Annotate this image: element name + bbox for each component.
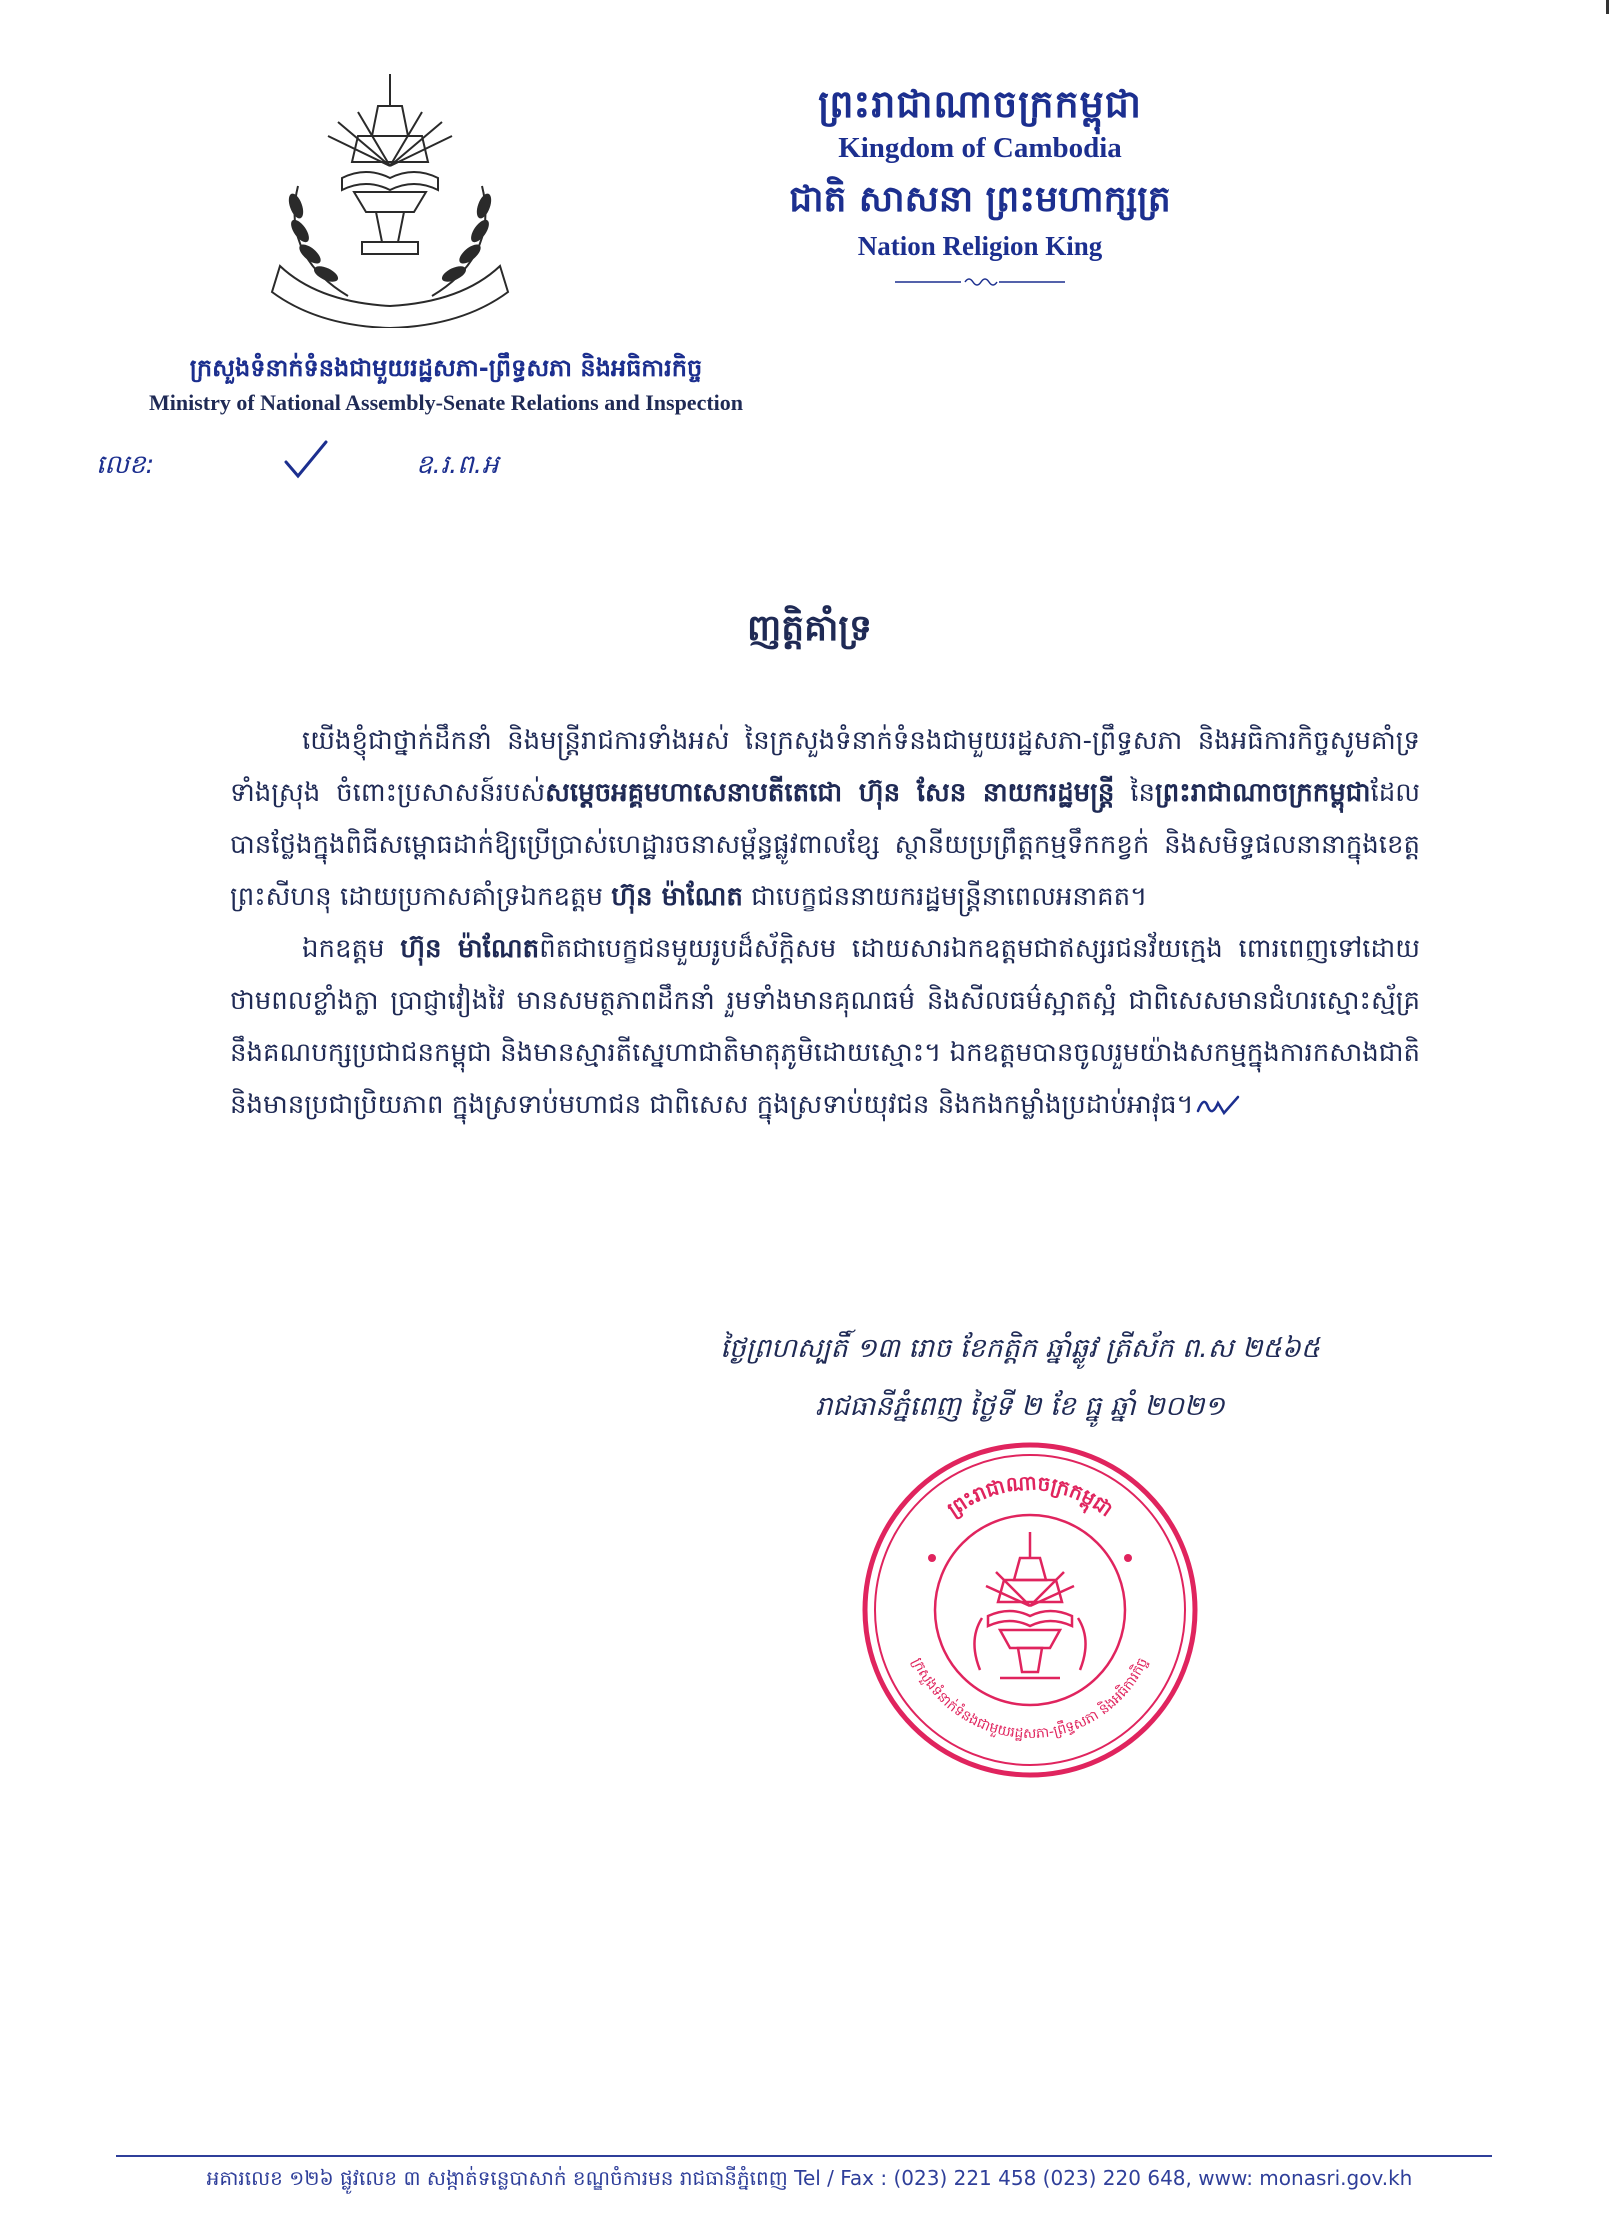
p1-text-c: នៃ — [1114, 778, 1156, 808]
solar-date: រាជធានីភ្នំពេញ ថ្ងៃទី ២ ខែ ធ្នូ ឆ្នាំ ២០២១ — [815, 1391, 1225, 1422]
document-body — [230, 715, 1420, 1131]
document-title: ញត្តិគាំទ្រ — [747, 608, 872, 649]
p1-text-e: ដែលបានថ្លែងក្នុងពិធីសម្ពោធដាក់ឱ្យប្រើប្រាស់ហេដ្ឋារចនាសម្ព័ន្ធផ្លូវពាលខ្សែ ស្ថានីយប្រព្រឹត្តកម្មទឹកកខ្វក់ និងសមិទ្ធផលនានាក្នុងខេត្តព្រះសីហនុ ដោយប្រកាសគាំទ្រឯកឧត្តម — [230, 778, 1420, 912]
kingdom-header — [700, 80, 1260, 292]
motto-en: Nation Religion King — [857, 231, 1103, 261]
p2-bold-hun-manet: ហ៊ុន ម៉ាណែត — [400, 934, 540, 964]
lunar-date: ថ្ងៃព្រហស្បតិ៍ ១៣ រោច ខែកត្តិក ឆ្នាំឆ្លូវ ត្រីស័ក ព.ស ២៥៦៥ — [720, 1333, 1320, 1364]
edge-mark — [1606, 0, 1609, 14]
paragraph-2 — [230, 923, 1420, 1131]
p1-bold-samdech: សម្តេចអគ្គមហាសេនាបតីតេជោ ហ៊ុន សែន នាយករដ្ឋមន្ត្រី — [545, 778, 1115, 808]
ministry-name-en: Ministry of National Assembly-Senate Relations and Inspection — [148, 390, 744, 415]
kingdom-title-en: Kingdom of Cambodia — [838, 132, 1122, 164]
p1-text-a: យើងខ្ញុំជាថ្នាក់ដឹកនាំ និងមន្រ្តីរាជការទាំងអស់ នៃក្រសួងទំនាក់ទំនងជាមួយរដ្ឋសភា-ព្រឹទ្ធសភា និងអធិការកិច្ចសូមគាំទ្រទាំងស្រុង ចំពោះប្រសាសន៍របស់ — [230, 726, 1420, 808]
ornament-divider-icon — [895, 276, 1065, 288]
p1-text-g: ជាបេក្ខជននាយករដ្ឋមន្ត្រីនាពេលអនាគត។ — [742, 882, 1148, 912]
p1-bold-kingdom: ព្រះរាជាណាចក្រកម្ពុជា — [1155, 778, 1371, 808]
handwritten-initial-icon — [1194, 1091, 1242, 1121]
p1-bold-hun-manet: ហ៊ុន ម៉ាណែត — [611, 882, 743, 912]
p2-text-a: ឯកឧត្តម — [302, 934, 401, 964]
date-block — [680, 1320, 1360, 1436]
p2-text-c: ពិតជាបេក្ខជនមួយរូបដ៏ស័ក្តិសម ដោយសារឯកឧត្តមជាឥស្សរជនវ័យក្មេង ពោរពេញទៅដោយថាមពលខ្លាំងក្លា ប្រាជ្ញាវៀងវៃ មានសមត្ថភាពដឹកនាំ រួមទាំងមានគុណធម៌ និងសីលធម៌ស្អាតស្អំ ជាពិសេសមានជំហរស្មោះស្ម័គ្រនឹងគណបក្សប្រជាជនកម្ពុជា និងមានស្មារតីស្នេហាជាតិមាតុភូមិដោយស្មោះ។ ឯកឧត្តមបានចូលរួមយ៉ាងសកម្មក្នុងការកសាងជាតិ និងមានប្រជាប្រិយភាព ក្នុងស្រទាប់មហាជន ជាពិសេស ក្នុងស្រទាប់យុវជន និងកងកម្លាំងប្រដាប់អាវុធ។ — [230, 934, 1420, 1120]
svg-text:ក្រសួងទំនាក់ទំនងជាមួយរដ្ឋសភា-ព — [909, 1655, 1152, 1742]
footer-address: អគារលេខ ១២៦ ផ្លូវលេខ ៣ សង្កាត់ទន្លេបាសាក់ ខណ្ឌចំការមន រាជធានីភ្នំពេញ Tel / Fax : (023) 221 458 (023) 220 648, www: monasri.gov.kh — [206, 2166, 1413, 2190]
motto-kh: ជាតិ សាសនា ព្រះមហាក្សត្រ — [789, 179, 1171, 220]
ministry-emblem-icon — [258, 66, 522, 328]
official-seal-icon — [860, 1440, 1200, 1780]
reference-line — [96, 438, 616, 498]
paragraph-1 — [230, 715, 1420, 923]
ministry-name — [96, 350, 796, 420]
seal-top-text: ព្រះរាជាណាចក្រកម្ពុជា — [942, 1470, 1118, 1522]
seal-bottom-text: ក្រសួងទំនាក់ទំនងជាមួយរដ្ឋសភា-ព្រឹទ្ធសភា និងអធិការកិច្ច — [908, 1655, 1152, 1743]
reference-code: ឧ.រ.ព.អ — [416, 450, 499, 480]
check-mark-icon — [282, 438, 328, 480]
footer-divider — [116, 2155, 1492, 2157]
reference-label: លេខ: — [96, 450, 155, 480]
ministry-name-kh: ក្រសួងទំនាក់ទំនងជាមួយរដ្ឋសភា-ព្រឹទ្ធសភា និងអធិការកិច្ច — [189, 354, 703, 382]
kingdom-title-kh: ព្រះរាជាណាចក្រកម្ពុជា — [818, 82, 1142, 126]
